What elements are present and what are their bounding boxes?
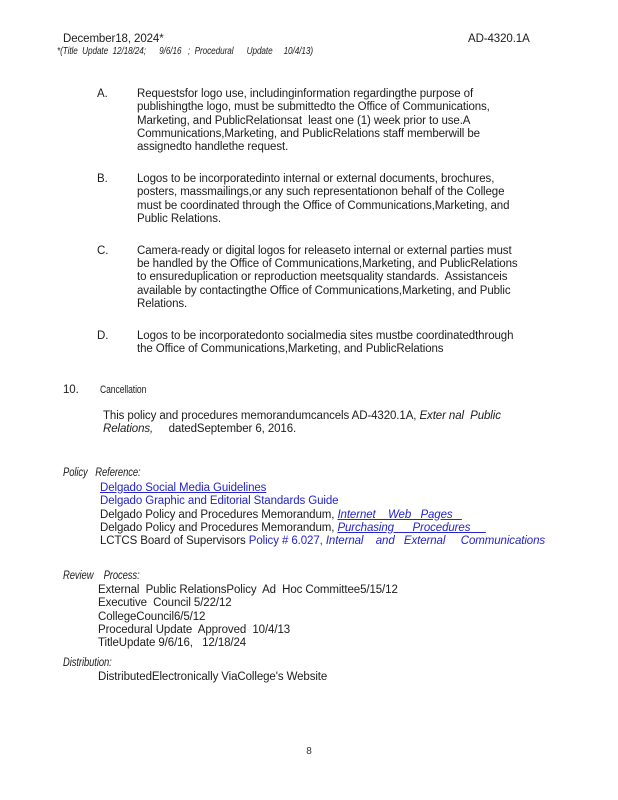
text-line [98, 584, 578, 597]
list-item-letter: A. [97, 88, 108, 100]
text-line [137, 298, 577, 311]
text-segment: DistributedElectronically ViaCollege's Website [98, 671, 328, 683]
text-line [100, 482, 580, 495]
text-segment: This policy and procedures memorandumcancels AD-4320.1A, [103, 410, 420, 422]
distribution-label-text: Distribution: [63, 657, 112, 669]
header-doc-number: AD-4320.1A [468, 33, 530, 45]
list-item [0, 330, 618, 357]
text-segment: Relations, [103, 423, 154, 436]
text-line [137, 173, 577, 186]
text-segment: be handled by the Office of Communications,Marketing, and PublicRelations [137, 257, 518, 270]
review-process-list [98, 584, 578, 650]
cancellation-paragraph [103, 410, 563, 437]
text-segment: Public Relations. [137, 212, 221, 225]
text-segment: Procedural Update Approved 10/4/13 [98, 623, 291, 636]
text-line [137, 186, 577, 199]
text-line [103, 410, 563, 423]
text-segment: assignedto handlethe request. [137, 141, 289, 154]
list-item-letter: C. [97, 244, 109, 257]
text-line [98, 671, 578, 684]
distribution-label [63, 657, 122, 669]
text-line [137, 330, 577, 343]
text-segment: to ensureduplication or reproduction meetsquality standards. Assistanceis [137, 271, 508, 284]
list-item-letter: D. [97, 329, 109, 342]
text-segment: External Public RelationsPolicy Ad Hoc Committee5/15/12 [98, 584, 398, 596]
text-line [137, 271, 577, 284]
text-line [98, 611, 578, 624]
text-segment: Logos to be incorporatedinto internal or external documents, brochures, [137, 172, 495, 185]
text-line [98, 597, 578, 610]
text-segment: TitleUpdate 9/6/16, 12/18/24 [98, 637, 247, 650]
section-10-title-text: Cancellation [100, 384, 147, 396]
text-segment: Delgado Policy and Procedures Memorandum, [100, 521, 338, 534]
text-line [137, 128, 577, 141]
list-item-text [137, 173, 577, 226]
header-revision-note-text: *(Title Update 12/18/24; 9/6/16 ; Procedural Update 10/4/13) [57, 46, 314, 57]
text-line [137, 213, 577, 226]
list-item [0, 245, 618, 311]
text-line [137, 285, 577, 298]
policy-reference-list [100, 482, 580, 548]
list-item-letter: B. [97, 172, 108, 185]
text-segment: Delgado Policy and Procedures Memorandum, [100, 508, 338, 521]
text-segment: LCTCS Board of Supervisors [100, 535, 249, 548]
text-line [137, 343, 577, 356]
text-line [137, 200, 577, 213]
header-revision-note [57, 46, 369, 57]
policy-reference-label [63, 467, 158, 479]
text-line [98, 637, 578, 650]
text-line [100, 535, 580, 548]
list-item [0, 173, 618, 226]
distribution-list [98, 671, 578, 684]
review-process-label-text: Review Process: [63, 570, 140, 582]
text-line [137, 101, 577, 114]
text-segment: Relations. [137, 297, 188, 310]
list-item-text [137, 330, 577, 357]
text-line [100, 495, 580, 508]
text-segment: Requestsfor logo use, includinginformation regardingthe purpose of [137, 88, 474, 100]
reference-link[interactable]: Internet Web Pages [337, 508, 462, 521]
text-line [100, 509, 580, 522]
reference-link[interactable]: Delgado Social Media Guidelines [100, 482, 267, 494]
text-segment: Executive Council 5/22/12 [98, 597, 232, 610]
text-segment: posters, massmailings,or any such representationon behalf of the College [137, 186, 505, 199]
text-line [137, 258, 577, 271]
policy-reference-label-text: Policy Reference: [63, 467, 141, 479]
text-segment: datedSeptember 6, 2016. [153, 423, 297, 436]
text-segment: Logos to be incorporatedonto socialmedia sites mustbe coordinatedthrough [137, 329, 514, 342]
reference-link[interactable]: Internal and External Communications [325, 535, 546, 548]
text-segment: the Office of Communications,Marketing, and PublicRelations [137, 342, 444, 355]
list-item [0, 88, 618, 154]
section-10-number: 10. [63, 384, 79, 396]
text-segment: CollegeCouncil6/5/12 [98, 610, 206, 623]
section-10-title [100, 384, 159, 396]
header-date: December18, 2024* [63, 33, 164, 45]
text-line [98, 624, 578, 637]
text-line [103, 423, 563, 436]
review-process-label [63, 570, 156, 582]
text-segment: must be coordinated through the Office of Communications,Marketing, and [137, 199, 510, 212]
text-segment: Camera-ready or digital logos for releaseto internal or external parties must [137, 244, 512, 257]
text-segment: available by contactingthe Office of Communications,Marketing, and Public [137, 284, 511, 297]
text-line [137, 245, 577, 258]
reference-link[interactable]: Policy # 6.027, [248, 535, 326, 548]
lettered-list [0, 88, 618, 375]
list-item-text [137, 88, 577, 154]
text-line [137, 115, 577, 128]
text-segment: Exter nal Public [419, 410, 501, 422]
text-segment: publishingthe logo, must be submittedto the Office of Communications, [137, 101, 490, 114]
text-line [100, 522, 580, 535]
text-line [137, 141, 577, 154]
list-item-text [137, 245, 577, 311]
text-line [137, 88, 577, 101]
reference-link[interactable]: Delgado Graphic and Editorial Standards Guide [100, 495, 339, 508]
page-number: 8 [306, 746, 312, 757]
text-segment: Communications,Marketing, and PublicRelations staff memberwill be [137, 127, 480, 140]
reference-link[interactable]: Purchasing Procedures [337, 521, 486, 534]
text-segment: Marketing, and PublicRelationsat least one (1) week prior to use.A [137, 114, 471, 127]
